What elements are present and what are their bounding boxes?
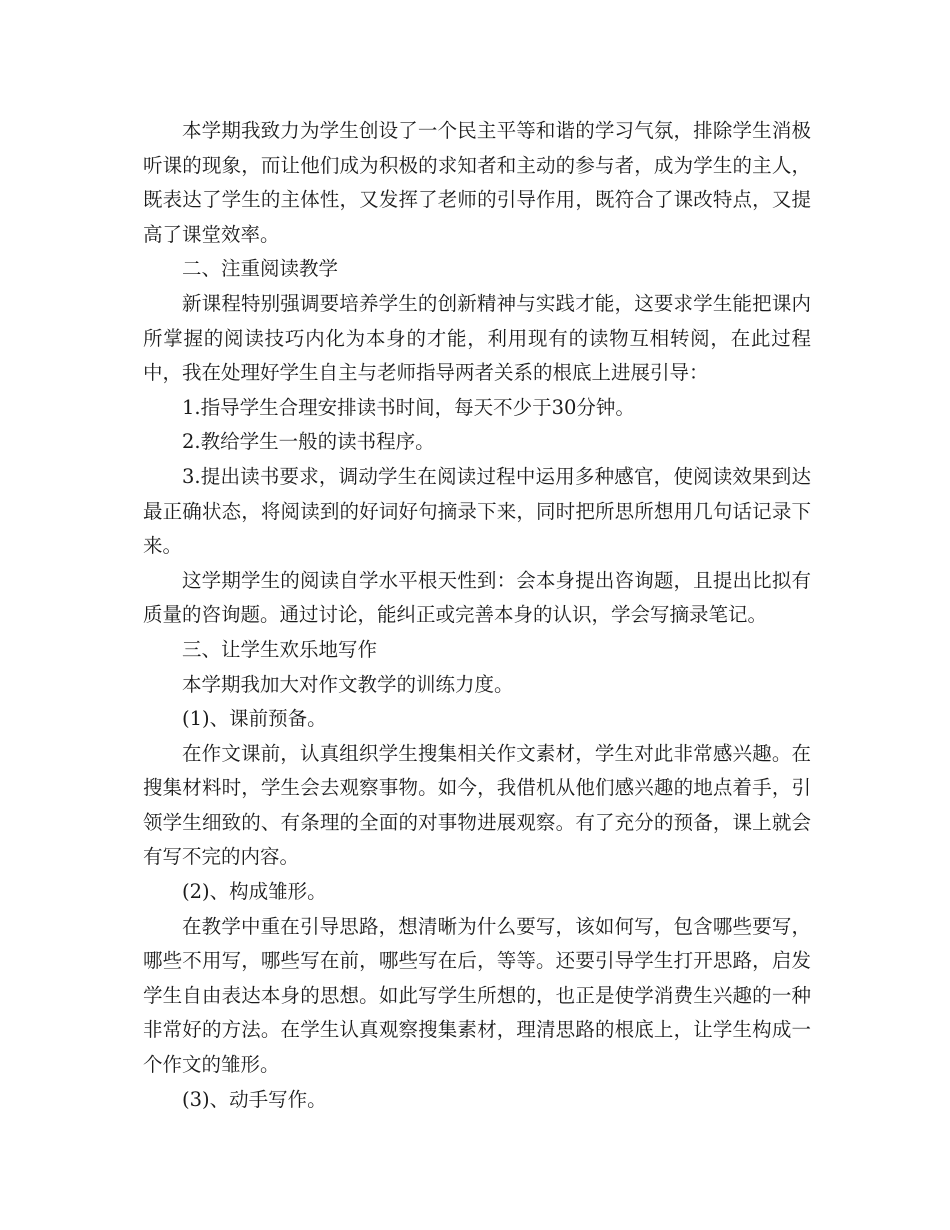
paragraph-reading-result: 这学期学生的阅读自学水平根天性到：会本身提出咨询题，且提出比拟有质量的咨询题。通过讨论，能纠正或完善本身的认识，学会写摘录笔记。 [143,568,811,627]
list-item-reading-1: 1.指导学生合理安排读书时间，每天不少于30分钟。 [182,395,635,419]
paragraph-reading-intro: 新课程特别强调要培养学生的创新精神与实践才能，这要求学生能把课内所掌握的阅读技巧内化为本身的才能，利用现有的读物互相转阅，在此过程中，我在处理好学生自主与老师指导两者关系的根底上进展引导： [143,291,811,385]
list-item-reading-2: 2.教给学生一般的读书程序。 [182,430,435,454]
paragraph-writing-intro: 本学期我加大对作文教学的训练力度。 [182,672,514,696]
subheading-preparation: (1)、课前预备。 [182,707,327,731]
subheading-outline: (2)、构成雏形。 [182,880,327,904]
list-item-reading-3: 3.提出读书要求，调动学生在阅读过程中运用多种感官，使阅读效果到达最正确状态，将阅读到的好词好句摘录下来，同时把所思所想用几句话记录下来。 [143,464,811,558]
document-body [143,114,811,1117]
paragraph-intro: 本学期我致力为学生创设了一个民主平等和谐的学习气氛，排除学生消极听课的现象，而让他们成为积极的求知者和主动的参与者，成为学生的主人，既表达了学生的主体性，又发挥了老师的引导作用，既符合了课改特点，又提高了课堂效率。 [143,119,811,246]
section-heading-writing: 三、让学生欢乐地写作 [182,637,378,661]
section-heading-reading: 二、注重阅读教学 [182,257,339,281]
paragraph-preparation: 在作文课前，认真组织学生搜集相关作文素材，学生对此非常感兴趣。在搜集材料时，学生会去观察事物。如今，我借机从他们感兴趣的地点着手，引领学生细致的、有条理的全面的对事物进展观察。有了充分的预备，课上就会有写不完的内容。 [143,741,811,869]
subheading-writing: (3)、动手写作。 [182,1087,327,1111]
paragraph-outline: 在教学中重在引导思路，想清晰为什么要写，该如何写，包含哪些要写，哪些不用写，哪些写在前，哪些写在后，等等。还要引导学生打开思路，启发学生自由表达本身的思想。如此写学生所想的，也正是使学消费生兴趣的一种非常好的方法。在学生认真观察搜集素材，理清思路的根底上，让学生构成一个作文的雏形。 [143,914,811,1077]
